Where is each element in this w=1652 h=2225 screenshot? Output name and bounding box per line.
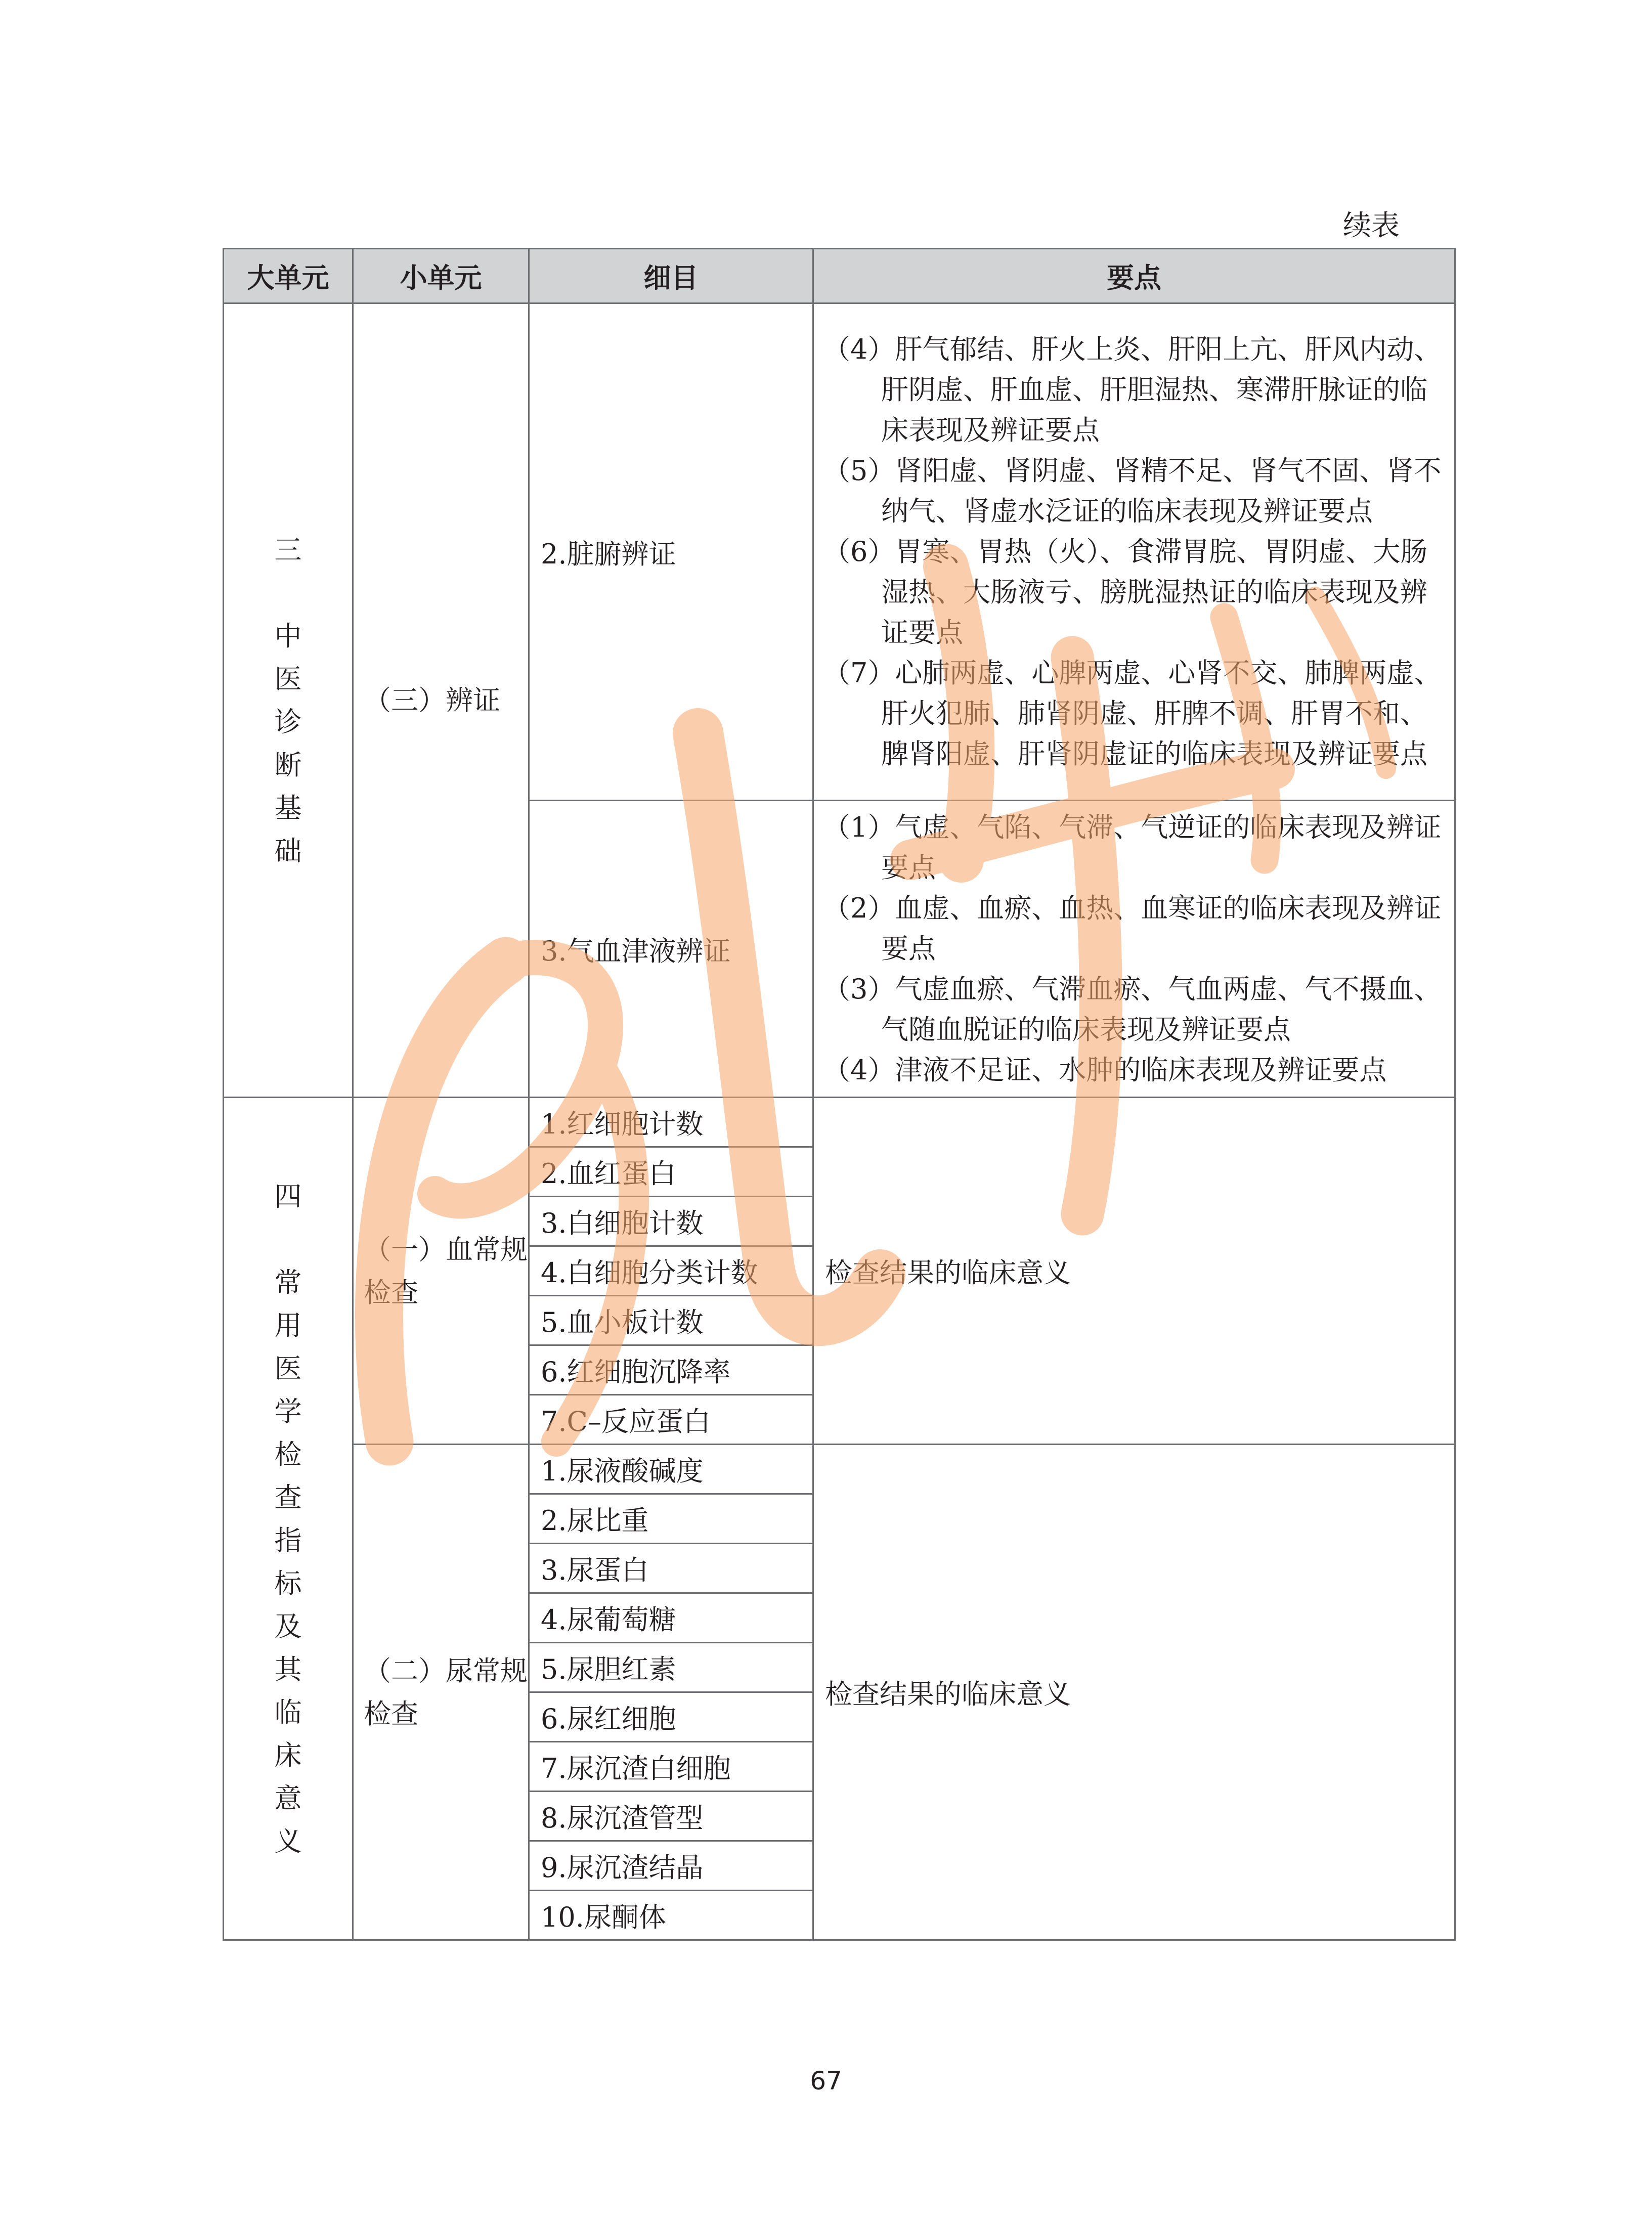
item-blood: 6.红细胞沉降率 bbox=[529, 1345, 813, 1395]
major-unit-4-char: 检 bbox=[274, 1438, 302, 1470]
point-item: （7）心肺两虚、心脾两虚、心肾不交、肺脾两虚、肝火犯肺、肺肾阴虚、肝脾不调、肝胃不和、脾肾阳虚、肝肾阴虚证的临床表现及辨证要点 bbox=[823, 657, 1442, 770]
major-unit-4-char: 查 bbox=[274, 1481, 302, 1513]
major-unit-4-char: 及 bbox=[274, 1610, 302, 1642]
item-urine: 5.尿胆红素 bbox=[529, 1643, 813, 1692]
major-unit-3-char: 诊 bbox=[274, 706, 302, 738]
item-urine: 8.尿沉渣管型 bbox=[529, 1792, 813, 1841]
item-urine: 3.尿蛋白 bbox=[529, 1544, 813, 1593]
major-unit-4-char: 用 bbox=[274, 1309, 302, 1341]
point-item: （4）津液不足证、水肿的临床表现及辨证要点 bbox=[823, 1054, 1387, 1086]
point-item: （5）肾阳虚、肾阴虚、肾精不足、肾气不固、肾不纳气、肾虚水泛证的临床表现及辨证要点 bbox=[823, 455, 1442, 527]
minor-unit-urine-routine: （二）尿常规检查 bbox=[353, 1445, 529, 1940]
item-urine: 4.尿葡萄糖 bbox=[529, 1593, 813, 1643]
major-unit-4-char: 床 bbox=[274, 1739, 302, 1771]
item-urine: 6.尿红细胞 bbox=[529, 1692, 813, 1742]
minor-unit-blood-routine: （一）血常规检查 bbox=[353, 1098, 529, 1445]
major-unit-3-char: 医 bbox=[274, 663, 302, 695]
item-blood: 4.白细胞分类计数 bbox=[529, 1246, 813, 1296]
table-row bbox=[224, 1445, 1455, 1494]
major-unit-4-char: 医 bbox=[274, 1352, 302, 1384]
header-minor-unit: 小单元 bbox=[353, 249, 529, 303]
item-urine: 10.尿酮体 bbox=[529, 1891, 813, 1940]
major-unit-4-char: 临 bbox=[274, 1696, 302, 1728]
header-major-unit: 大单元 bbox=[224, 249, 353, 303]
continued-label: 续表 bbox=[1343, 209, 1400, 242]
major-unit-4-char: 四 bbox=[274, 1180, 302, 1212]
points-blood-routine: 检查结果的临床意义 bbox=[813, 1098, 1455, 1445]
header-row bbox=[224, 249, 1455, 303]
major-unit-3-char: 基 bbox=[274, 792, 302, 824]
item-blood: 3.白细胞计数 bbox=[529, 1197, 813, 1246]
points-urine-routine: 检查结果的临床意义 bbox=[813, 1445, 1455, 1940]
points-zangfu bbox=[813, 303, 1455, 801]
major-unit-4-char: 指 bbox=[274, 1524, 302, 1556]
major-unit-4-gap bbox=[224, 1218, 352, 1261]
major-unit-4-char: 标 bbox=[274, 1567, 302, 1599]
major-unit-4-char: 其 bbox=[274, 1653, 302, 1685]
syllabus-table bbox=[223, 248, 1456, 1941]
item-urine: 1.尿液酸碱度 bbox=[529, 1445, 813, 1494]
major-unit-3-char: 础 bbox=[274, 835, 302, 867]
minor-unit-syndrome: （三）辨证 bbox=[353, 303, 529, 1098]
item-blood: 5.血小板计数 bbox=[529, 1296, 813, 1345]
point-item: （3）气虚血瘀、气滞血瘀、气血两虚、气不摄血、气随血脱证的临床表现及辨证要点 bbox=[823, 973, 1442, 1045]
point-item: （6）胃寒、胃热（火）、食滞胃脘、胃阴虚、大肠湿热、大肠液亏、膀胱湿热证的临床表现及辨证要点 bbox=[823, 536, 1428, 648]
header-points: 要点 bbox=[813, 249, 1455, 303]
major-unit-3-char: 三 bbox=[274, 534, 302, 566]
item-qixue: 3.气血津液辨证 bbox=[529, 801, 813, 1098]
major-unit-4-char: 义 bbox=[274, 1825, 302, 1857]
major-unit-3-gap bbox=[224, 572, 352, 615]
item-urine: 7.尿沉渣白细胞 bbox=[529, 1742, 813, 1792]
major-unit-4-char: 常 bbox=[274, 1266, 302, 1298]
item-blood: 2.血红蛋白 bbox=[529, 1147, 813, 1197]
page-number: 67 bbox=[810, 2066, 842, 2096]
item-blood: 7.C–反应蛋白 bbox=[529, 1395, 813, 1445]
table-row bbox=[224, 1098, 1455, 1147]
item-zangfu: 2.脏腑辨证 bbox=[529, 303, 813, 801]
major-unit-4 bbox=[224, 1098, 353, 1940]
item-urine: 9.尿沉渣结晶 bbox=[529, 1841, 813, 1891]
table-row bbox=[224, 303, 1455, 801]
major-unit-4-char: 学 bbox=[274, 1395, 302, 1427]
point-item: （1）气虚、气陷、气滞、气逆证的临床表现及辨证要点 bbox=[823, 811, 1442, 884]
item-blood: 1.红细胞计数 bbox=[529, 1098, 813, 1147]
point-item: （2）血虚、血瘀、血热、血寒证的临床表现及辨证要点 bbox=[823, 892, 1442, 965]
item-urine: 2.尿比重 bbox=[529, 1494, 813, 1544]
point-item: （4）肝气郁结、肝火上炎、肝阳上亢、肝风内动、肝阴虚、肝血虚、肝胆湿热、寒滞肝脉证的临床表现及辨证要点 bbox=[823, 333, 1442, 446]
header-item: 细目 bbox=[529, 249, 813, 303]
major-unit-3-char: 断 bbox=[274, 749, 302, 781]
major-unit-3 bbox=[224, 303, 353, 1098]
major-unit-3-char: 中 bbox=[274, 620, 302, 652]
points-qixue bbox=[813, 801, 1455, 1098]
major-unit-4-char: 意 bbox=[274, 1782, 302, 1814]
